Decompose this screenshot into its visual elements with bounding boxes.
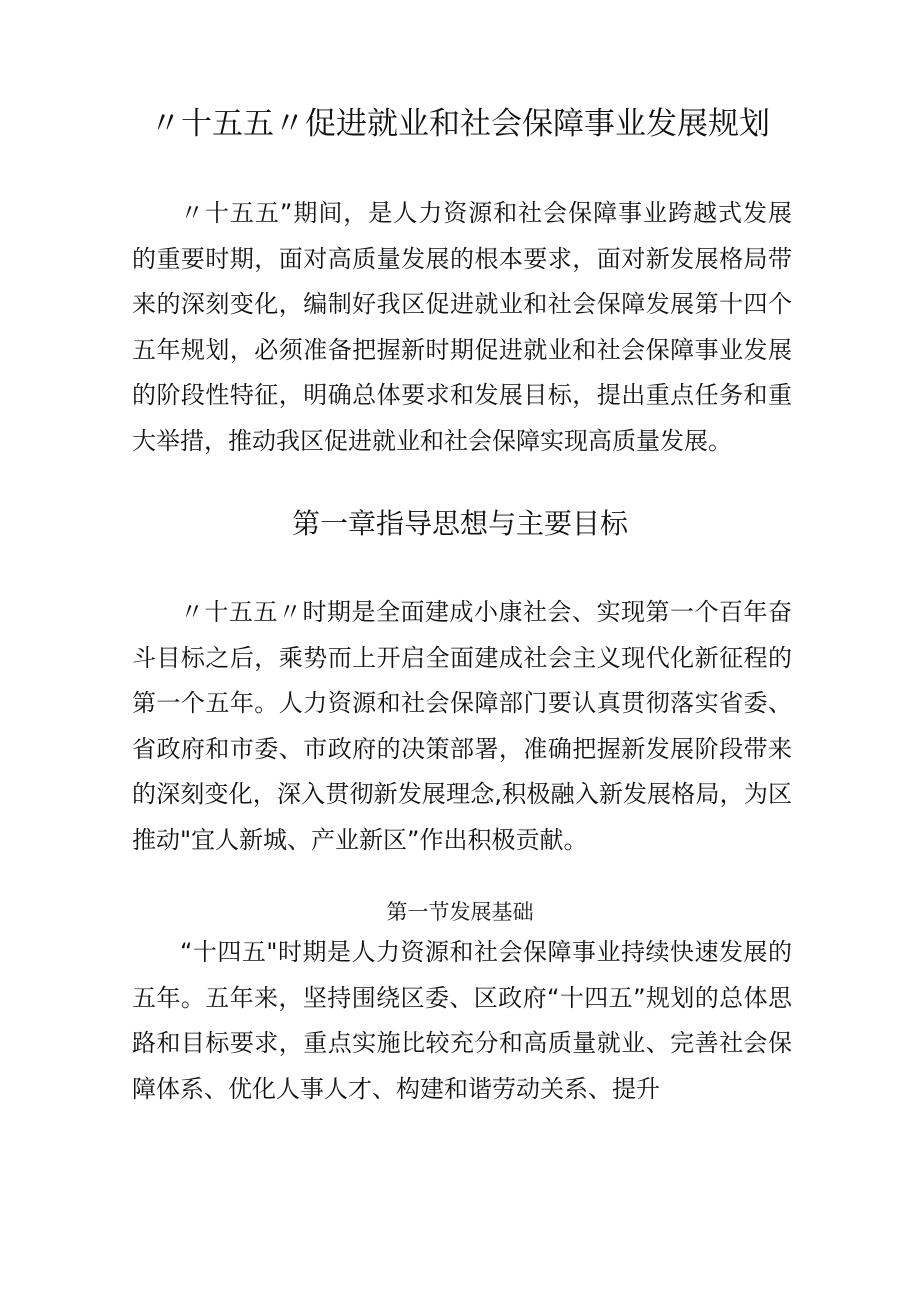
chapter-paragraph: 〃十五五〃时期是全面建成小康社会、实现第一个百年奋斗目标之后，乘势而上开启全面建成社会主义现代化新征程的第一个五年。人力资源和社会保障部门要认真贯彻落实省委、省政府和市委、市政府的决策部署，准确把握新发展阶段带来的深刻变化，深入贯彻新发展理念,积极融入新发展格局，为区推动"宜人新城、产业新区”作出积极贡献。 (132, 598, 792, 854)
document-title: 〃十五五〃促进就业和社会保障事业发展规划 (150, 106, 770, 142)
intro-paragraph: 〃十五五”期间，是人力资源和社会保障事业跨越式发展的重要时期，面对高质量发展的根本要求，面对新发展格局带来的深刻变化，编制好我区促进就业和社会保障发展第十四个五年规划，必须准备把握新时期促进就业和社会保障事业发展的阶段性特征，明确总体要求和发展目标，提出重点任务和重大举措，推动我区促进就业和社会保障实现高质量发展。 (132, 199, 792, 455)
section-paragraph: “十四五"时期是人力资源和社会保障事业持续快速发展的五年。五年来，坚持围绕区委、区政府“十四五”规划的总体思路和目标要求，重点实施比较充分和高质量就业、完善社会保障体系、优化人事人才、构建和谐劳动关系、提升 (132, 938, 792, 1103)
section-title: 第一节发展基础 (386, 900, 534, 924)
chapter-title: 第一章指导思想与主要目标 (291, 507, 628, 540)
